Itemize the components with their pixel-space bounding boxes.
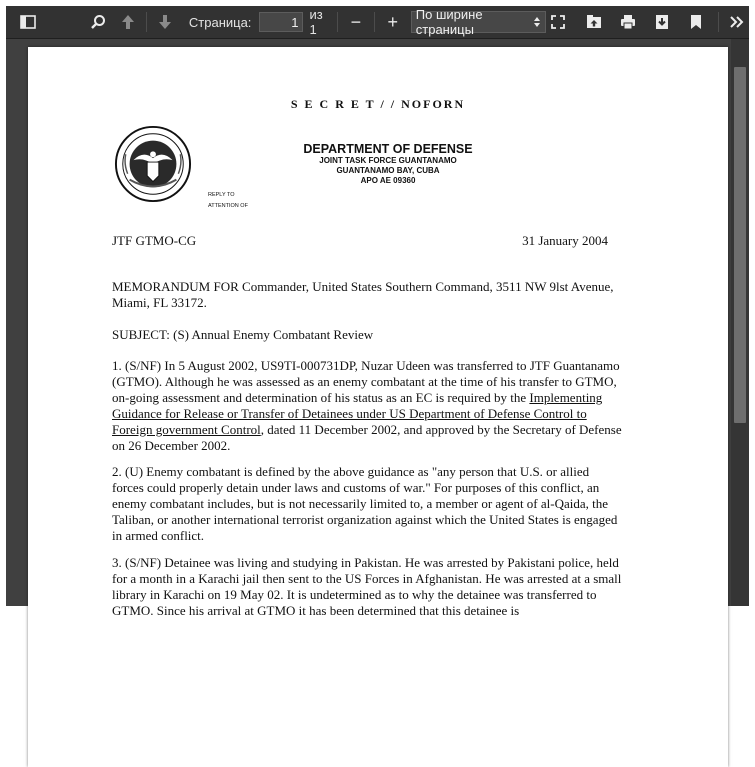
zoom-in-button[interactable]: + <box>387 11 399 32</box>
paragraph-1-text: 1. (S/NF) In 5 August 2002, US9TI-000731DP, Nuzar Udeen was transferred to JTF Guantanamo (GTMO). Although he was assessed as an enemy combatant at the time of his transfer to GTMO, on-going assessment and determination of his status as an EC is required by the <box>112 358 620 405</box>
scrollbar-thumb[interactable] <box>734 67 746 423</box>
print-button[interactable] <box>616 10 640 34</box>
find-button[interactable] <box>86 10 110 34</box>
print-icon <box>620 14 636 30</box>
document-viewer[interactable] <box>6 39 749 618</box>
download-icon <box>655 14 669 30</box>
memo-date: 31 January 2004 <box>522 233 608 248</box>
zoom-select[interactable] <box>411 7 546 37</box>
reply-to-label: REPLY TO <box>208 192 235 198</box>
page-label: Страница: <box>188 14 252 30</box>
more-tools-icon <box>729 15 745 29</box>
attention-of-label: ATTENTION OF <box>208 203 248 209</box>
dod-seal-icon <box>114 125 192 203</box>
download-button[interactable] <box>650 10 674 34</box>
tools-menu-button[interactable] <box>725 10 749 34</box>
chevron-updown-icon <box>533 16 541 28</box>
pdf-viewer-window <box>6 6 749 618</box>
guidance-reference: Implementing Guidance for Release or Transfer of Detainees under US Department of Defense Control to Foreign government Control <box>112 390 603 437</box>
letterhead-line: GUANTANAMO BAY, CUBA <box>336 166 440 175</box>
bookmark-icon <box>690 14 702 30</box>
presentation-mode-button[interactable] <box>546 10 570 34</box>
letterhead-line: JOINT TASK FORCE GUANTANAMO <box>319 156 457 165</box>
department-title: DEPARTMENT OF DEFENSE <box>303 142 473 156</box>
zoom-select-value: По ширине страницы <box>415 7 483 37</box>
letterhead-line: APO AE 09360 <box>360 176 416 185</box>
open-file-icon <box>586 14 602 30</box>
sidebar-toggle-icon <box>20 15 36 29</box>
open-file-button[interactable] <box>582 10 606 34</box>
memorandum-for: MEMORANDUM FOR Commander, United States Southern Command, 3511 NW 9lst Avenue, Miami, FL 33172. <box>112 279 614 310</box>
zoom-out-button[interactable]: − <box>350 11 362 32</box>
next-page-button[interactable] <box>153 10 177 34</box>
office-symbol: JTF GTMO-CG <box>112 233 197 248</box>
paragraph-3: 3. (S/NF) Detainee was living and studying in Pakistan. He was arrested by Pakistani police, held for a month in a Karachi jail then sent to the US Forces in Afghanistan. He was arrested at a small library in Karachi on 19 May 02. It is undetermined as to why the detainee was transferred to GTMO. Since his arrival at GTMO it has been determined that this detainee is <box>112 555 622 618</box>
toolbar <box>6 6 749 39</box>
vertical-scrollbar[interactable] <box>731 39 749 606</box>
paragraph-1 <box>112 358 622 454</box>
pdf-page <box>28 47 728 767</box>
classification-marking: S E C R E T / / NOFORN <box>290 97 466 111</box>
arrow-up-icon <box>121 14 135 30</box>
toolbar-separator <box>374 12 375 32</box>
bookmark-button[interactable] <box>684 10 708 34</box>
subject-line: SUBJECT: (S) Annual Enemy Combatant Review <box>112 327 374 342</box>
paragraph-2: 2. (U) Enemy combatant is defined by the above guidance as "any person that U.S. or allied forces could properly detain under laws and customs of war." For purposes of this conflict, an enemy combatant includes, but is not necessarily limited to, a member or agent of al-Qaida, the Taliban, or another international terrorist organization against which the United States is engaged in armed conflict. <box>112 464 618 543</box>
fullscreen-icon <box>551 15 565 29</box>
previous-page-button[interactable] <box>116 10 140 34</box>
page-count: из 1 <box>309 7 323 37</box>
sidebar-toggle-button[interactable] <box>16 10 40 34</box>
search-icon <box>90 14 106 30</box>
page-number-input[interactable]: 1 <box>259 12 303 32</box>
arrow-down-icon <box>158 14 172 30</box>
toolbar-separator <box>146 12 147 32</box>
toolbar-separator <box>337 12 338 32</box>
toolbar-separator <box>718 12 719 32</box>
letterhead <box>258 142 518 186</box>
paragraph-1-text-end: , dated 11 December 2002, and approved by the Secretary of Defense on 26 December 2002. <box>112 422 622 453</box>
reply-to-block <box>208 190 248 212</box>
